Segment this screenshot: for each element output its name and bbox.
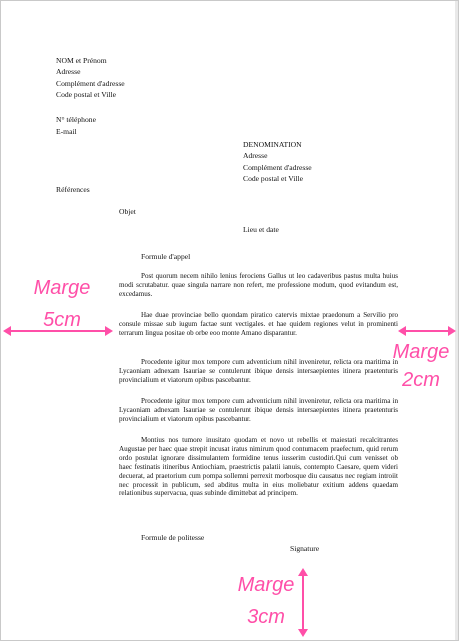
body-paragraph: Procedente igitur mox tempore cum adventicium nihil inveniretur, relicta ora maritima in Lycaoniam adnexam Isauriae se contulerunt ibique densis intersaepientes itinera praetenturis provincialium et viatorum opibus pascebantur. (119, 358, 398, 384)
sender-address-complement: Complément d'adresse (56, 79, 125, 88)
recipient-postal-city: Code postal et Ville (243, 174, 303, 183)
recipient-address-complement: Complément d'adresse (243, 163, 312, 172)
body-paragraph: Hae duae provinciae bello quondam piratico catervis mixtae praedonum a Servilio pro consule missae sub iugum factae sunt vectigales. et hae quidem regiones velut in prominenti terrarum lingua positae ob orbe eoo monte Amano disparantur. (119, 311, 398, 337)
body-paragraph: Procedente igitur mox tempore cum adventicium nihil inveniretur, relicta ora maritima in Lycaoniam adnexam Isauriae se contulerunt ibique densis intersaepientes itinera praetenturis provincialium et viatorum opibus pascebantur. (119, 397, 398, 423)
right-margin-value: 2cm (402, 369, 440, 391)
sender-address: Adresse (56, 67, 81, 76)
body-paragraph: Post quorum necem nihilo lenius ferociens Gallus ut leo cadaveribus pastus multa huius modi scrutabatur. quae singula narrare non refert, me professione modum, quod evitandum est, excedamus. (119, 272, 398, 298)
references-label: Références (56, 185, 90, 194)
sender-postal-city: Code postal et Ville (56, 90, 116, 99)
recipient-denomination: DENOMINATION (243, 140, 302, 149)
left-margin-word: Marge (33, 277, 91, 299)
subject-label: Objet (119, 207, 136, 216)
bottom-margin-word: Marge (237, 574, 295, 596)
closing-formula: Formule de politesse (141, 533, 205, 542)
right-margin-label (386, 340, 456, 392)
sender-phone: N° téléphone (56, 115, 96, 124)
bottom-margin-value: 3cm (247, 606, 285, 628)
left-margin-value: 5cm (43, 309, 81, 331)
sender-name: NOM et Prénom (56, 56, 107, 65)
sender-email: E-mail (56, 127, 77, 136)
body-paragraph: Montius nos tumore inusitato quodam et novo ut rebellis et maiestati recalcitrantes Augustae per haec quae strepit incusat iratus nimirum quod contumacem praefectum, quid rerum ordo postulat ignorare dissimulantem formidine tenus iusserim custodiri.Qui cum venisset ob haec festinatis itineribus Antiochiam, praestrictis palatii ianuis, contempto Caesare, quem videri decuerat, ad praetorium cum pompa sollemni perrexit morbosque diu causatus nec regiam introiit nec processit in publicum, sed abditus multa in eius moliebatur exitium addens quaedam relationibus supervacua, quas subinde dimittebat ad principem. (119, 436, 398, 498)
left-margin-arrowhead-right (105, 326, 113, 336)
recipient-address: Adresse (243, 151, 268, 160)
bottom-margin-label (226, 573, 306, 629)
salutation: Formule d'appel (141, 252, 191, 261)
right-margin-word: Marge (392, 341, 450, 363)
signature-label: Signature (290, 544, 320, 553)
place-date: Lieu et date (243, 225, 279, 234)
bottom-margin-arrowhead-bottom (298, 629, 308, 637)
right-margin-arrowhead-left (398, 326, 406, 336)
left-margin-arrowhead-left (3, 326, 11, 336)
right-margin-arrowhead-right (448, 326, 456, 336)
left-margin-label (22, 276, 102, 332)
